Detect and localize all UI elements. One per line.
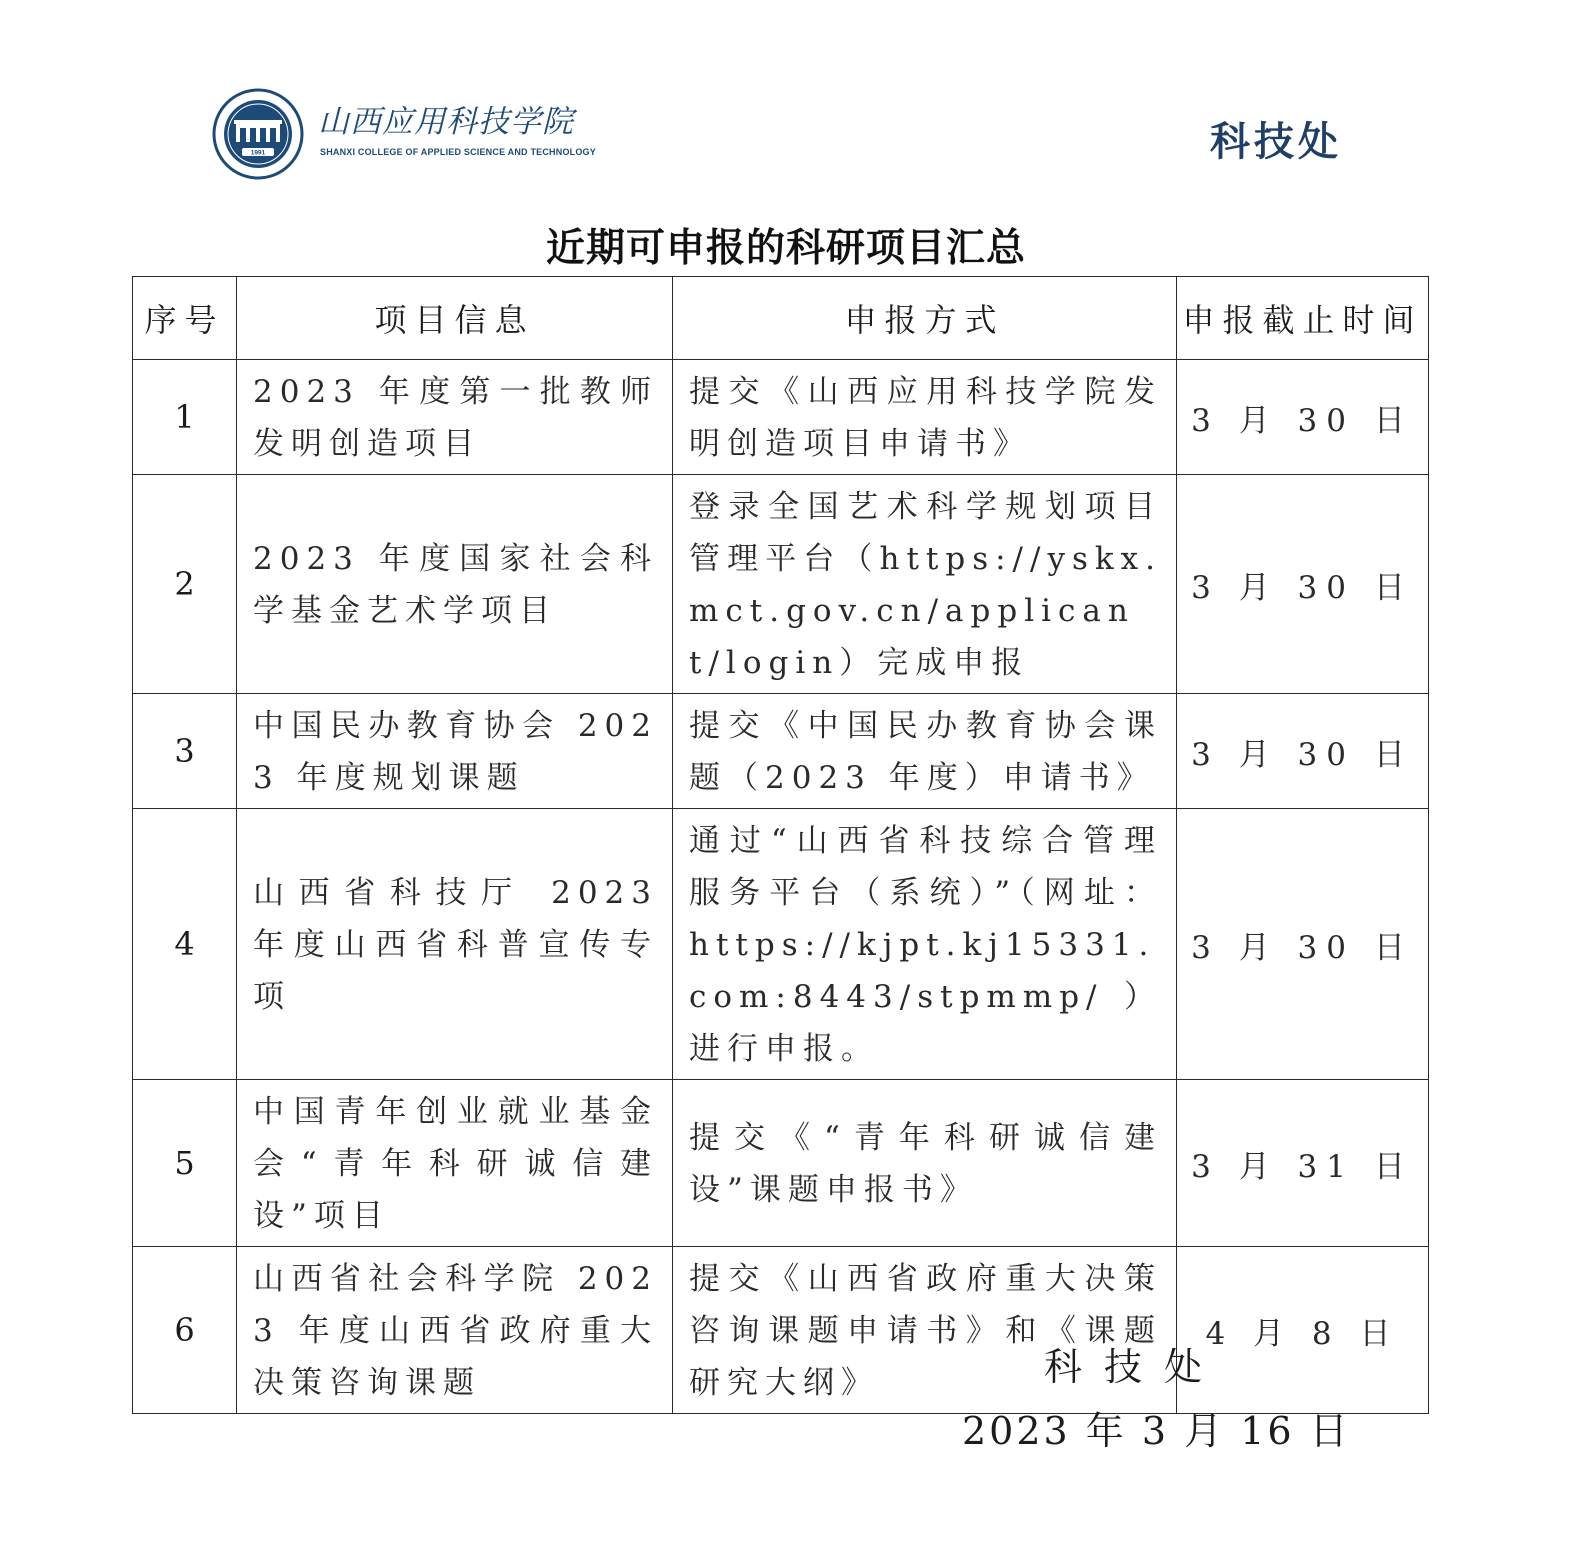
column-header-project: 项目信息	[237, 277, 673, 360]
column-header-num: 序号	[133, 277, 237, 360]
project-info: 2023 年度国家社会科学基金艺术学项目	[237, 475, 673, 694]
row-number: 3	[133, 694, 237, 809]
row-number: 6	[133, 1247, 237, 1414]
project-info: 山西省社会科学院 2023 年度山西省政府重大决策咨询课题	[237, 1247, 673, 1414]
row-number: 5	[133, 1080, 237, 1247]
row-number: 1	[133, 360, 237, 475]
signature-department: 科技处	[1044, 1345, 1225, 1389]
submission-method: 提交《中国民办教育协会课题（2023 年度）申请书》	[673, 694, 1177, 809]
college-name-en: SHANXI COLLEGE OF APPLIED SCIENCE AND TECHNOLOGY	[320, 147, 596, 157]
project-info: 中国青年创业就业基金会“青年科研诚信建设”项目	[237, 1080, 673, 1247]
row-number: 4	[133, 809, 237, 1080]
table-row	[133, 694, 1429, 809]
project-info: 2023 年度第一批教师发明创造项目	[237, 360, 673, 475]
signature-date: 2023 年 3 月 16 日	[962, 1409, 1351, 1453]
submission-method: 提交《山西省政府重大决策咨询课题申请书》和《课题研究大纲》	[673, 1247, 1177, 1414]
department-header: 科技处	[1210, 118, 1342, 165]
column-header-deadline: 申报截止时间	[1177, 277, 1429, 360]
deadline: 3 月 30 日	[1177, 809, 1429, 1080]
college-seal-icon	[212, 88, 304, 180]
college-name-cn: 山西应用科技学院	[318, 104, 574, 140]
table-row	[133, 360, 1429, 475]
project-summary-table	[132, 276, 1429, 1414]
project-info: 山西省科技厅 2023 年度山西省科普宣传专项	[237, 809, 673, 1080]
seal-year: 1991	[250, 149, 266, 157]
submission-method: 提交《山西应用科技学院发明创造项目申请书》	[673, 360, 1177, 475]
table-row	[133, 475, 1429, 694]
deadline: 4 月 8 日	[1177, 1247, 1429, 1414]
document-title: 近期可申报的科研项目汇总	[545, 226, 1026, 271]
deadline: 3 月 30 日	[1177, 694, 1429, 809]
submission-method: 通过“山西省科技综合管理服务平台（系统）”（网址：https://kjpt.kj15331.com:8443/stpmmp/）进行申报。	[673, 809, 1177, 1080]
column-header-method: 申报方式	[673, 277, 1177, 360]
table-header-row	[133, 277, 1429, 360]
row-number: 2	[133, 475, 237, 694]
submission-method: 登录全国艺术科学规划项目管理平台（https://yskx.mct.gov.cn/applicant/login）完成申报	[673, 475, 1177, 694]
table-row	[133, 1247, 1429, 1414]
table-row	[133, 809, 1429, 1080]
project-info: 中国民办教育协会 2023 年度规划课题	[237, 694, 673, 809]
deadline: 3 月 31 日	[1177, 1080, 1429, 1247]
deadline: 3 月 30 日	[1177, 475, 1429, 694]
college-logo	[212, 88, 596, 183]
deadline: 3 月 30 日	[1177, 360, 1429, 475]
submission-method: 提交《“青年科研诚信建设”课题申报书》	[673, 1080, 1177, 1247]
table-row	[133, 1080, 1429, 1247]
